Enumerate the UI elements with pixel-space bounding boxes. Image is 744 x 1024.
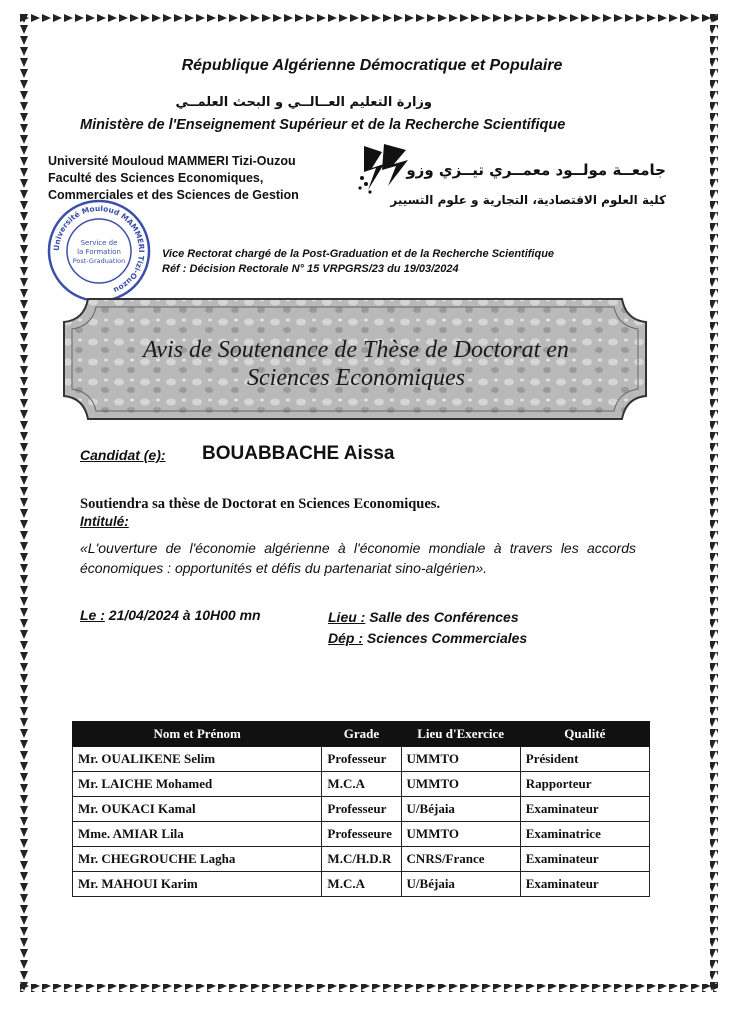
defense-dept-line: [328, 630, 527, 646]
member-role: Examinatrice: [520, 822, 649, 847]
date-time-separator: à: [182, 607, 191, 623]
jury-header-row: [73, 722, 650, 747]
col-header-workplace: Lieu d'Exercice: [401, 722, 520, 747]
faculty-line-2: Commerciales et des Sciences de Gestion: [48, 188, 299, 202]
member-role: Examinateur: [520, 847, 649, 872]
table-row: [73, 822, 650, 847]
date-label: Le :: [80, 607, 105, 623]
thesis-title: «L'ouverture de l'économie algérienne à l'économie mondiale à travers les accords économiques : opportunités et défis du partenariat sino-algérien».: [80, 540, 636, 576]
table-row: [73, 872, 650, 897]
member-role: Examinateur: [520, 872, 649, 897]
defense-place: Salle des Conférences: [369, 609, 519, 625]
thesis-statement: Soutiendra sa thèse de Doctorat en Sciences Economiques.: [80, 496, 441, 512]
member-workplace: U/Béjaia: [401, 797, 520, 822]
place-label: Lieu :: [328, 609, 366, 625]
member-grade: M.C/H.D.R: [322, 847, 401, 872]
banner-title: [96, 336, 616, 392]
member-grade: Professeur: [322, 797, 401, 822]
candidate-name: BOUABBACHE Aissa: [202, 443, 395, 464]
university-block-french: [48, 153, 299, 204]
member-name: Mr. CHEGROUCHE Lagha: [73, 847, 322, 872]
defense-place-line: [328, 609, 519, 625]
col-header-name: Nom et Prénom: [73, 722, 322, 747]
member-grade: Professeur: [322, 747, 401, 772]
republic-heading: République Algérienne Démocratique et Populaire: [181, 57, 563, 74]
defense-time-hour: 10H00 mn: [194, 607, 261, 623]
member-grade: M.C.A: [322, 772, 401, 797]
official-stamp: [46, 198, 152, 304]
member-role: Président: [520, 747, 649, 772]
thesis-title-label: Intitulé:: [80, 514, 129, 529]
member-workplace: UMMTO: [401, 747, 520, 772]
member-grade: M.C.A: [322, 872, 401, 897]
defense-dept: Sciences Commerciales: [366, 630, 528, 646]
table-row: [73, 747, 650, 772]
member-role: Examinateur: [520, 797, 649, 822]
member-workplace: U/Béjaia: [401, 872, 520, 897]
member-name: Mme. AMIAR Lila: [73, 822, 322, 847]
university-name-arabic: جامعــة مولــود معمــري تيــزي وزو: [406, 161, 666, 179]
jury-table: [72, 721, 650, 897]
member-name: Mr. MAHOUI Karim: [73, 872, 322, 897]
col-header-role: Qualité: [520, 722, 649, 747]
member-workplace: UMMTO: [401, 822, 520, 847]
stamp-line-3: Post-Graduation: [72, 257, 126, 265]
decision-reference: Réf : Décision Rectorale N° 15 VRPGRS/23 du 19/03/2024: [162, 263, 459, 275]
banner-title-line-2: Sciences Economiques: [247, 365, 465, 391]
vice-rectorat: Vice Rectorat chargé de la Post-Graduation et de la Recherche Scientifique: [162, 248, 555, 260]
defense-date: 21/04/2024: [108, 607, 179, 623]
dept-label: Dép :: [328, 630, 363, 646]
table-row: [73, 847, 650, 872]
faculty-line-1: Faculté des Sciences Economiques,: [48, 171, 264, 185]
member-grade: Professeure: [322, 822, 401, 847]
table-row: [73, 797, 650, 822]
banner-title-line-1: Avis de Soutenance de Thèse de Doctorat en: [143, 337, 569, 363]
faculty-name-arabic: كلية العلوم الاقتصادية، التجارية و علوم التسيير: [390, 193, 666, 207]
member-workplace: UMMTO: [401, 772, 520, 797]
stamp-line-1: Service de: [80, 239, 118, 247]
university-name: Université Mouloud MAMMERI Tizi-Ouzou: [48, 154, 296, 168]
stamp-ring-text: Université Mouloud MAMMERI Tizi-Ouzou: [51, 203, 147, 295]
table-row: [73, 772, 650, 797]
stamp-line-2: la Formation: [77, 248, 121, 256]
member-workplace: CNRS/France: [401, 847, 520, 872]
ministry-french: Ministère de l'Enseignement Supérieur et de la Recherche Scientifique: [80, 117, 566, 133]
member-name: Mr. OUALIKENE Selim: [73, 747, 322, 772]
ministry-arabic: وزارة التعليم العــالــي و البحث العلمــي: [175, 95, 432, 110]
university-block-arabic: [390, 155, 666, 215]
member-role: Rapporteur: [520, 772, 649, 797]
member-name: Mr. LAICHE Mohamed: [73, 772, 322, 797]
defense-date-line: [80, 607, 261, 623]
candidate-label: Candidat (e):: [80, 447, 166, 463]
col-header-grade: Grade: [322, 722, 401, 747]
member-name: Mr. OUKACI Kamal: [73, 797, 322, 822]
